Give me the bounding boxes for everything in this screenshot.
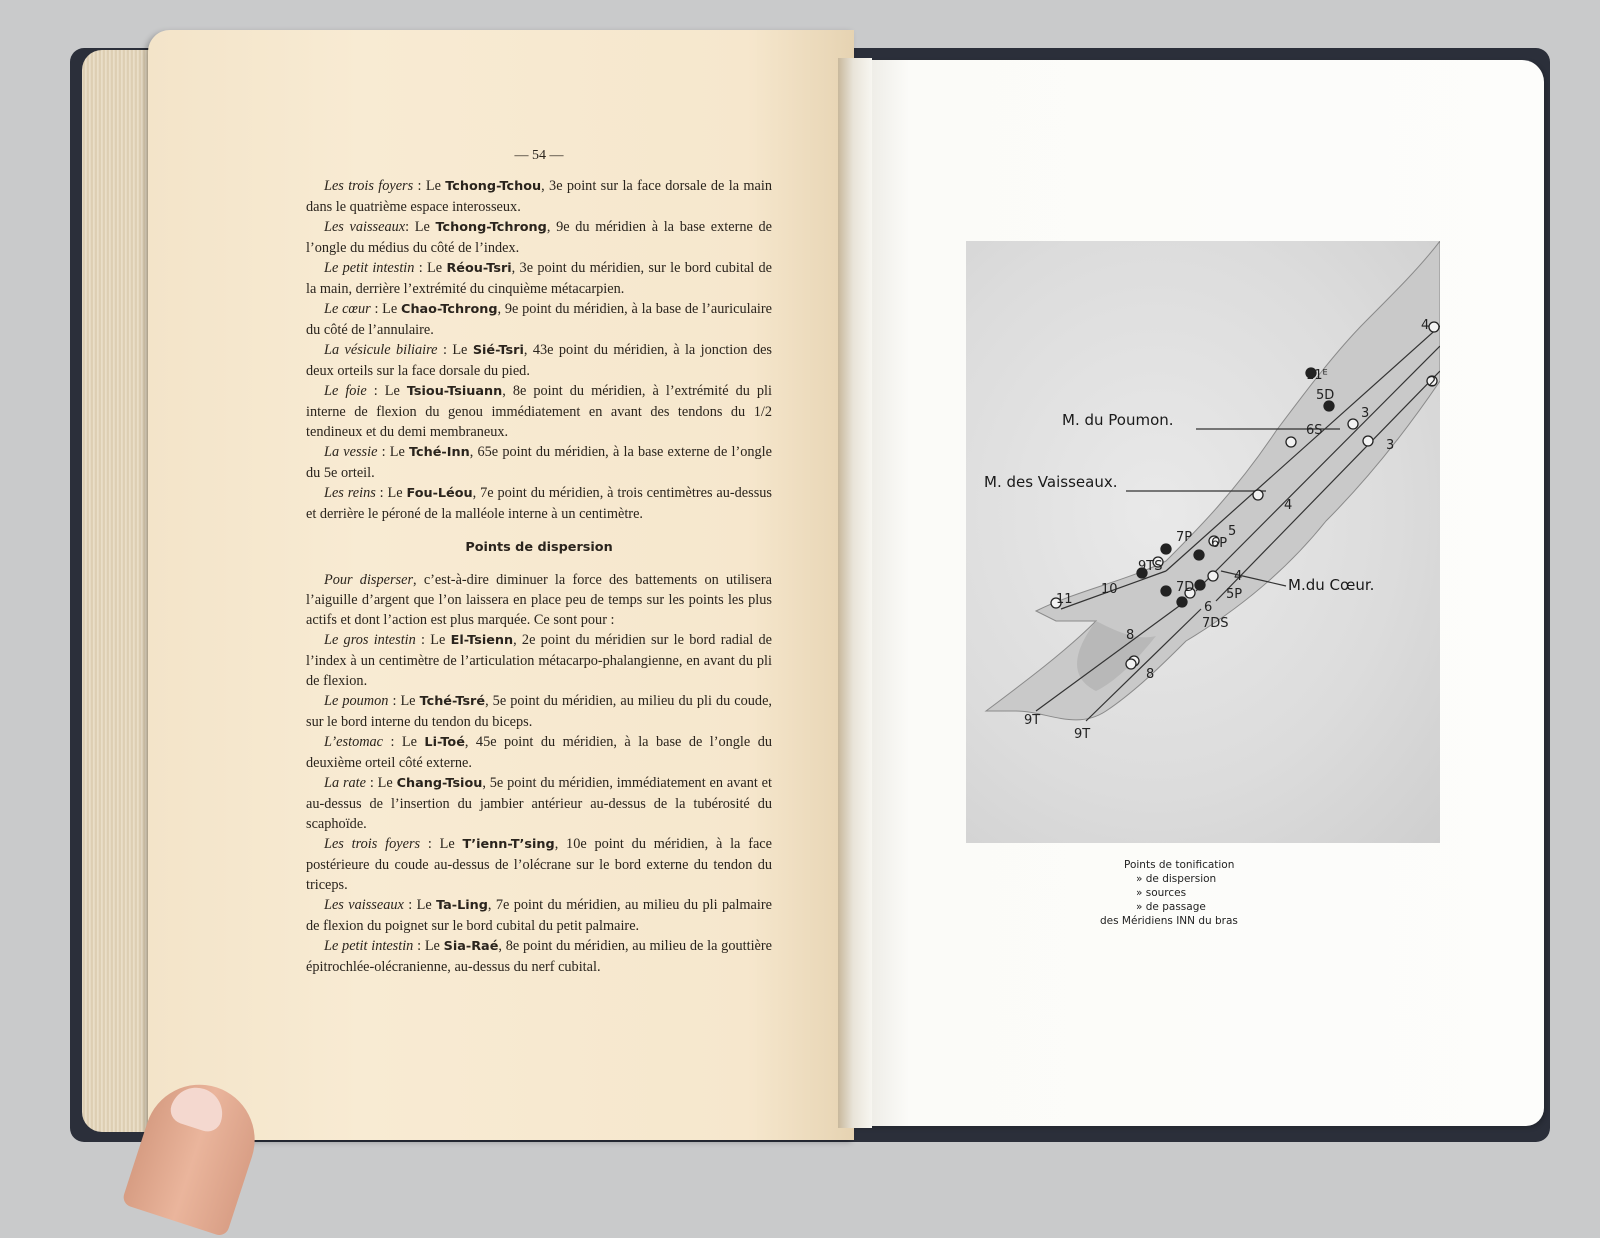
paragraph-sep: : Le	[414, 260, 447, 276]
paragraph-sep: : Le	[403, 897, 437, 913]
paragraph-text: , 5e point du méridien, au milieu du pli du coude, sur le bord interne du tendon du biceps.	[306, 693, 772, 730]
label-11e: 11ᴱ	[1306, 368, 1328, 383]
paragraph-text: , 8e point du méridien, au milieu de la gouttière épitrochlée-olécranienne, au-dessus du nerf cubital.	[306, 938, 772, 975]
label-5: 5	[1228, 524, 1237, 539]
point-name: Chang-Tsiou	[396, 776, 483, 791]
paragraph	[306, 834, 772, 895]
label-meridian-poumon: M. du Poumon.	[1062, 411, 1174, 429]
paragraph-text: , 8e point du méridien, à l’extrémité du pli interne de flexion du genou immédiatement en avant des tendons du 1/2 tendineux et du demi membraneux.	[306, 383, 772, 440]
paragraph-sep: : Le	[366, 383, 407, 399]
label-4c: 4	[1234, 569, 1243, 584]
point-name: Chao-Tchrong	[401, 302, 498, 317]
paragraph-sep: : Le	[413, 178, 446, 194]
paragraph	[306, 936, 772, 977]
label-9t-1: 9T	[1024, 713, 1041, 728]
intro-text: , c’est-à-dire diminuer la force des battements on utilisera l’aiguille d’argent que l’on laissera en place peu de temps sur les points les plus actifs et dont l’action est plus marquée. Ce sont pour :	[306, 572, 773, 628]
label-5p: 5P	[1226, 587, 1243, 602]
paragraph-text: , 43e point du méridien, à la jonction des deux orteils sur la face dorsale du pied.	[306, 342, 773, 379]
label-9t-2: 9T	[1074, 727, 1091, 742]
point-marker-filled	[1194, 550, 1204, 560]
point-name: El-Tsienn	[450, 633, 514, 648]
point-marker-open	[1126, 659, 1136, 669]
paragraph-text: , 9e du méridien à la base externe de l’ongle du médius du côté de l’index.	[306, 219, 772, 256]
label-2: 2	[1428, 375, 1437, 390]
point-name: Tché-Tsré	[419, 694, 486, 709]
point-marker-filled	[1161, 586, 1171, 596]
paragraph	[306, 630, 772, 691]
point-name: Li-Toé	[424, 735, 465, 750]
point-marker-filled	[1177, 597, 1187, 607]
paragraph	[306, 732, 772, 773]
paragraph-text: , 3e point du méridien, sur le bord cubital de la main, derrière l’extrémité du cinquième métacarpien.	[306, 260, 773, 297]
paragraph-sep: : Le	[437, 342, 473, 358]
caption-line: des Méridiens INN du bras	[1100, 915, 1238, 927]
label-7p: 7P	[1176, 530, 1193, 545]
point-marker-open	[1429, 322, 1439, 332]
paragraph	[306, 258, 772, 299]
dispersion-intro	[306, 570, 772, 630]
plate-caption	[1100, 858, 1310, 928]
paragraph-sep: : Le	[365, 775, 397, 791]
point-name: T’ienn-T’sing	[462, 837, 555, 852]
label-7ds: 7DS	[1202, 616, 1229, 631]
label-3a: 3	[1361, 406, 1370, 421]
label-8c: 8	[1146, 667, 1155, 682]
paragraph-text: , 5e point du méridien, immédiatement en avant et au-dessus de l’insertion du jambier antérieur au-dessus de la tubérosité du scaphoïde.	[306, 775, 772, 832]
paragraph-text: , 10e point du méridien, à la face postérieure du coude au-dessus de l’olécrane sur le bord externe du tendon du triceps.	[306, 836, 772, 893]
paragraph-label: Le gros intestin	[324, 632, 416, 648]
point-name: Ta-Ling	[436, 898, 488, 913]
label-8a: 8	[1162, 543, 1171, 558]
point-marker-open	[1253, 490, 1263, 500]
point-name: Sié-Tsri	[472, 343, 524, 358]
point-name: Tsiou-Tsiuann	[406, 384, 503, 399]
point-name: Tché-Inn	[409, 445, 470, 460]
paragraph-label: Les trois foyers	[324, 178, 414, 194]
label-11: 11	[1056, 592, 1073, 607]
label-10: 10	[1101, 582, 1118, 597]
paragraph-label: L’estomac	[324, 734, 384, 750]
paragraph-label: Les reins	[324, 485, 376, 501]
label-8b: 8	[1126, 628, 1135, 643]
paragraph-label: Les trois foyers	[324, 836, 421, 852]
point-name: Fou-Léou	[406, 486, 473, 501]
point-name: Sia-Raé	[443, 939, 499, 954]
point-marker-open	[1208, 571, 1218, 581]
paragraph-text: , 65e point du méridien, à la base externe de l’ongle du 5e orteil.	[306, 444, 772, 481]
paragraph-label: Les vaisseaux	[324, 897, 404, 913]
paragraph-sep: : Le	[420, 836, 463, 852]
paragraph	[306, 691, 772, 732]
paragraph-label: Le foie	[324, 383, 367, 399]
paragraph-text: , 7e point du méridien, à trois centimètres au-dessus et derrière le péroné de la malléole interne à un centimètre.	[306, 485, 772, 522]
paragraph	[306, 483, 772, 524]
point-marker-open	[1286, 437, 1296, 447]
paragraph-sep: : Le	[377, 444, 410, 460]
label-9ts: 9TS	[1138, 559, 1163, 574]
paragraph-text: , 45e point du méridien, à la base de l’ongle du deuxième orteil côté externe.	[306, 734, 772, 771]
paragraph-sep: : Le	[370, 301, 402, 317]
paragraph-text: , 2e point du méridien sur le bord radial de l’index à un centimètre de l’articulation métacarpo-phalangienne, en avant du pli de flexion.	[306, 632, 772, 689]
book-gutter	[838, 58, 872, 1128]
label-meridian-vaisseaux: M. des Vaisseaux.	[984, 473, 1118, 491]
left-page-text	[306, 146, 772, 977]
page-number: — 54 —	[514, 148, 564, 163]
paragraph-label: Le petit intestin	[324, 938, 414, 954]
paragraph	[306, 217, 772, 258]
paragraph-label: Les vaisseaux	[324, 219, 406, 235]
paragraph-text: , 3e point sur la face dorsale de la main dans le quatrième espace interosseux.	[306, 178, 772, 215]
paragraph	[306, 442, 772, 483]
label-6: 6	[1204, 600, 1213, 615]
label-7d: 7D	[1176, 580, 1195, 595]
point-name: Tchong-Tchou	[445, 179, 542, 194]
paragraph	[306, 773, 772, 834]
paragraph-label: Le cœur	[324, 301, 371, 317]
point-marker-filled	[1195, 580, 1205, 590]
caption-line: » sources	[1136, 887, 1187, 899]
arm-illustration	[966, 241, 1440, 843]
paragraph-sep: : Le	[383, 734, 425, 750]
paragraph-sep: : Le	[375, 485, 407, 501]
intro-label: Pour disperser	[324, 572, 414, 588]
section-heading: Points de dispersion	[465, 540, 613, 555]
paragraph-label: La vésicule biliaire	[324, 342, 438, 358]
point-marker-open	[1348, 419, 1358, 429]
label-3b: 3	[1386, 438, 1395, 453]
paragraph	[306, 340, 772, 381]
label-meridian-coeur: M.du Cœur.	[1288, 576, 1375, 594]
paragraph-text: , 9e point du méridien, à la base de l’auriculaire du côté de l’annulaire.	[306, 301, 773, 338]
caption-line: » de passage	[1136, 901, 1206, 913]
paragraph-sep: : Le	[388, 693, 420, 709]
label-6p: 6P	[1211, 536, 1228, 551]
label-4-top: 4	[1421, 318, 1430, 333]
paragraph-label: Le poumon	[324, 693, 389, 709]
label-5d: 5D	[1316, 388, 1335, 403]
paragraph-label: Le petit intestin	[324, 260, 415, 276]
label-4-mid: 4	[1284, 498, 1293, 513]
paragraph	[306, 176, 772, 217]
paragraph	[306, 895, 772, 936]
paragraph	[306, 299, 772, 340]
paragraph	[306, 381, 772, 442]
arm-figure	[966, 241, 1440, 843]
paragraphs-tonification	[306, 176, 772, 524]
paragraph-label: La rate	[324, 775, 366, 791]
caption-line: » de dispersion	[1136, 873, 1217, 885]
paragraph-sep: : Le	[415, 632, 451, 648]
caption-line: Points de tonification	[1124, 859, 1235, 871]
paragraphs-dispersion	[306, 630, 772, 977]
point-name: Tchong-Tchrong	[435, 220, 547, 235]
paragraph-sep: : Le	[405, 219, 436, 235]
paragraph-sep: : Le	[413, 938, 444, 954]
point-name: Réou-Tsri	[446, 261, 512, 276]
paragraph-text: , 7e point du méridien, au milieu du pli palmaire de flexion du poignet sur le bord cubital du petit palmaire.	[306, 897, 772, 934]
point-marker-open	[1363, 436, 1373, 446]
label-6s: 6S	[1306, 423, 1323, 438]
paragraph-label: La vessie	[324, 444, 378, 460]
